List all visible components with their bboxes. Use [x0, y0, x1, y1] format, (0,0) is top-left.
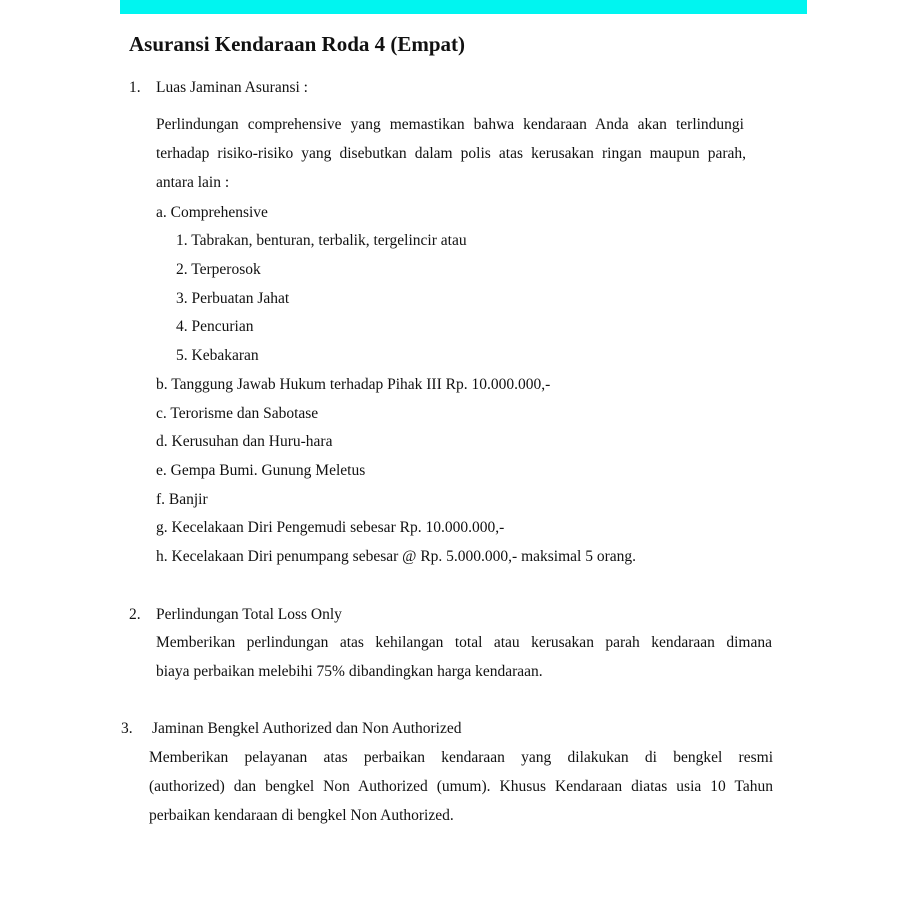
section2-number: 2. [129, 606, 141, 623]
section1-intro-line-3: antara lain : [156, 174, 230, 191]
document-title: Asuransi Kendaraan Roda 4 (Empat) [129, 32, 466, 56]
coverage-subitem-5: 5. Kebakaran [176, 347, 259, 364]
accent-bar [120, 0, 807, 14]
section1-number: 1. [129, 79, 141, 96]
coverage-subitem-1: 1. Tabrakan, benturan, terbalik, tergelincir atau [176, 232, 467, 249]
section3-line-2: (authorized) dan bengkel Non Authorized (umum). Khusus Kendaraan diatas usia 10 Tahun [149, 778, 773, 795]
coverage-item-c: c. Terorisme dan Sabotase [156, 405, 319, 422]
coverage-subitem-4: 4. Pencurian [176, 318, 254, 335]
section2-heading: Perlindungan Total Loss Only [156, 606, 342, 623]
coverage-item-f: f. Banjir [156, 491, 208, 508]
section3-line-1: Memberikan pelayanan atas perbaikan kendaraan yang dilakukan di bengkel resmi [149, 749, 773, 766]
coverage-item-d: d. Kerusuhan dan Huru-hara [156, 433, 333, 450]
section3-heading: Jaminan Bengkel Authorized dan Non Authorized [152, 720, 462, 737]
section3-line-3: perbaikan kendaraan di bengkel Non Authorized. [149, 807, 454, 824]
section2-line-1: Memberikan perlindungan atas kehilangan total atau kerusakan parah kendaraan dimana [156, 634, 772, 651]
coverage-item-a: a. Comprehensive [156, 204, 268, 221]
coverage-subitem-2: 2. Terperosok [176, 261, 261, 278]
section3-number: 3. [121, 720, 133, 737]
coverage-item-e: e. Gempa Bumi. Gunung Meletus [156, 462, 366, 479]
coverage-subitem-3: 3. Perbuatan Jahat [176, 290, 290, 307]
coverage-item-b: b. Tanggung Jawab Hukum terhadap Pihak III Rp. 10.000.000,- [156, 376, 551, 393]
coverage-item-h: h. Kecelakaan Diri penumpang sebesar @ Rp. 5.000.000,- maksimal 5 orang. [156, 548, 637, 565]
section2-line-2: biaya perbaikan melebihi 75% dibandingkan harga kendaraan. [156, 663, 543, 680]
section1-heading: Luas Jaminan Asuransi : [156, 79, 308, 96]
section1-intro-line-2: terhadap risiko-risiko yang disebutkan dalam polis atas kerusakan ringan maupun parah, [156, 145, 746, 162]
coverage-item-g: g. Kecelakaan Diri Pengemudi sebesar Rp. 10.000.000,- [156, 519, 505, 536]
section1-intro-line-1: Perlindungan comprehensive yang memastikan bahwa kendaraan Anda akan terlindungi [156, 116, 744, 133]
